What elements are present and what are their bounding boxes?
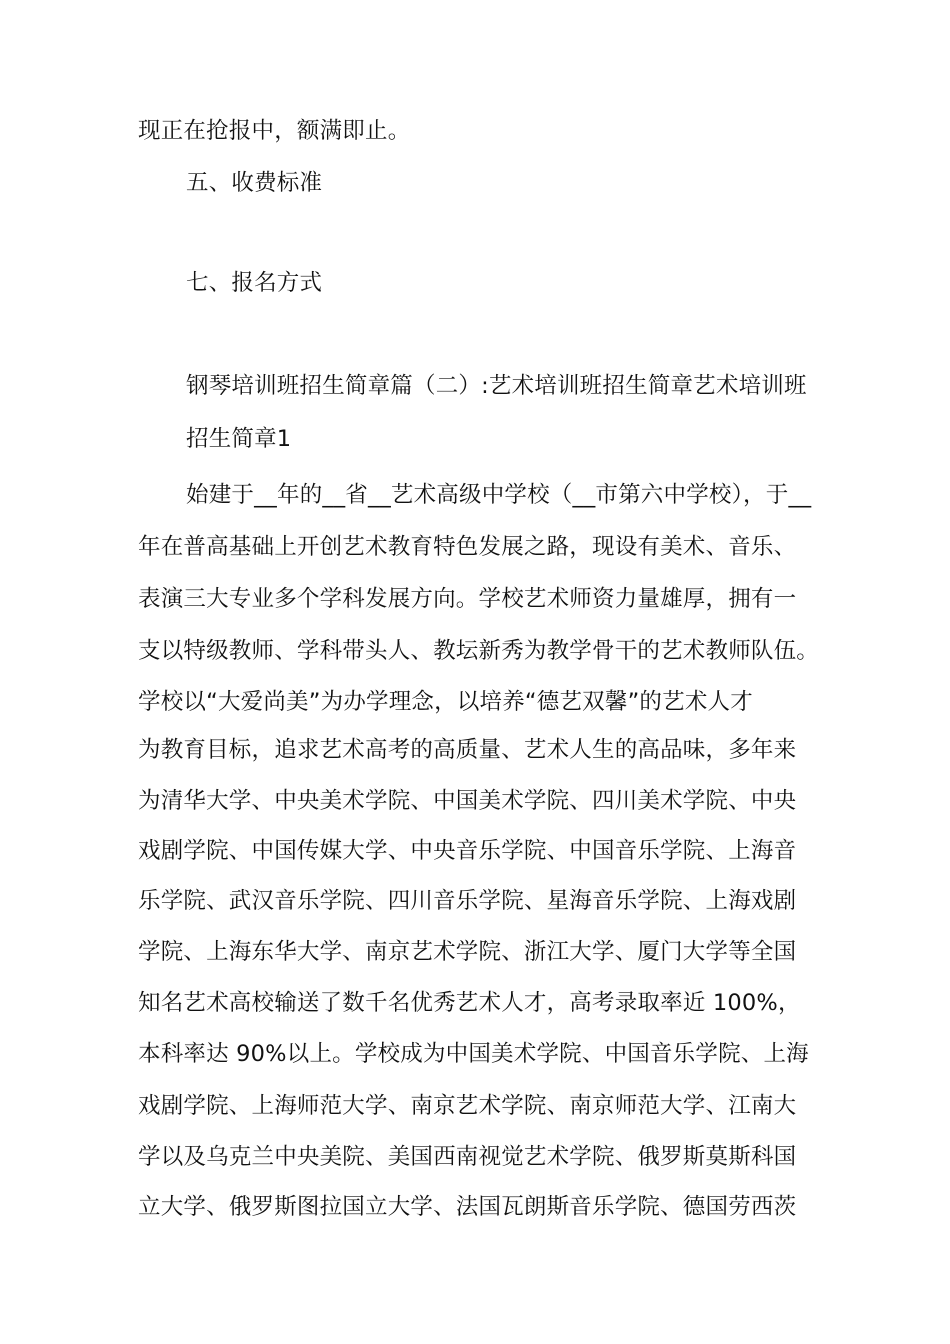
paragraph-line: 学校以“大爱尚美”为办学理念，以培养“德艺双馨”的艺术人才	[138, 689, 753, 715]
paragraph-line: 立大学、俄罗斯图拉国立大学、法国瓦朗斯音乐学院、德国劳西茨	[138, 1194, 797, 1220]
paragraph-line: 为教育目标，追求艺术高考的高质量、艺术人生的高品味，多年来	[138, 737, 797, 763]
paragraph-line: 支以特级教师、学科带头人、教坛新秀为教学骨干的艺术教师队伍。	[138, 638, 820, 664]
article-title-line: 招生简章1	[186, 426, 292, 452]
paragraph-line: 表演三大专业多个学科发展方向。学校艺术师资力量雄厚，拥有一	[138, 586, 797, 612]
text-line: 现正在抢报中，额满即止。	[138, 118, 411, 144]
paragraph-line: 年在普高基础上开创艺术教育特色发展之路，现设有美术、音乐、	[138, 534, 797, 560]
paragraph-line: 学以及乌克兰中央美院、美国西南视觉艺术学院、俄罗斯莫斯科国	[138, 1144, 797, 1170]
paragraph-line: 知名艺术高校输送了数千名优秀艺术人才，高考录取率近 100%，	[138, 990, 801, 1016]
paragraph-line: 学院、上海东华大学、南京艺术学院、浙江大学、厦门大学等全国	[138, 939, 797, 965]
paragraph-line: 戏剧学院、上海师范大学、南京艺术学院、南京师范大学、江南大	[138, 1093, 797, 1119]
section-heading: 五、收费标准	[186, 170, 323, 196]
paragraph-line: 始建于__年的__省__艺术高级中学校（__市第六中学校），于__	[186, 482, 812, 508]
paragraph-line: 本科率达 90%以上。学校成为中国美术学院、中国音乐学院、上海	[138, 1041, 809, 1067]
article-title-line: 钢琴培训班招生简章篇（二）:艺术培训班招生简章艺术培训班	[186, 373, 807, 399]
section-heading: 七、报名方式	[186, 270, 323, 296]
paragraph-line: 为清华大学、中央美术学院、中国美术学院、四川美术学院、中央	[138, 788, 797, 814]
paragraph-line: 乐学院、武汉音乐学院、四川音乐学院、星海音乐学院、上海戏剧	[138, 888, 797, 914]
paragraph-line: 戏剧学院、中国传媒大学、中央音乐学院、中国音乐学院、上海音	[138, 838, 797, 864]
